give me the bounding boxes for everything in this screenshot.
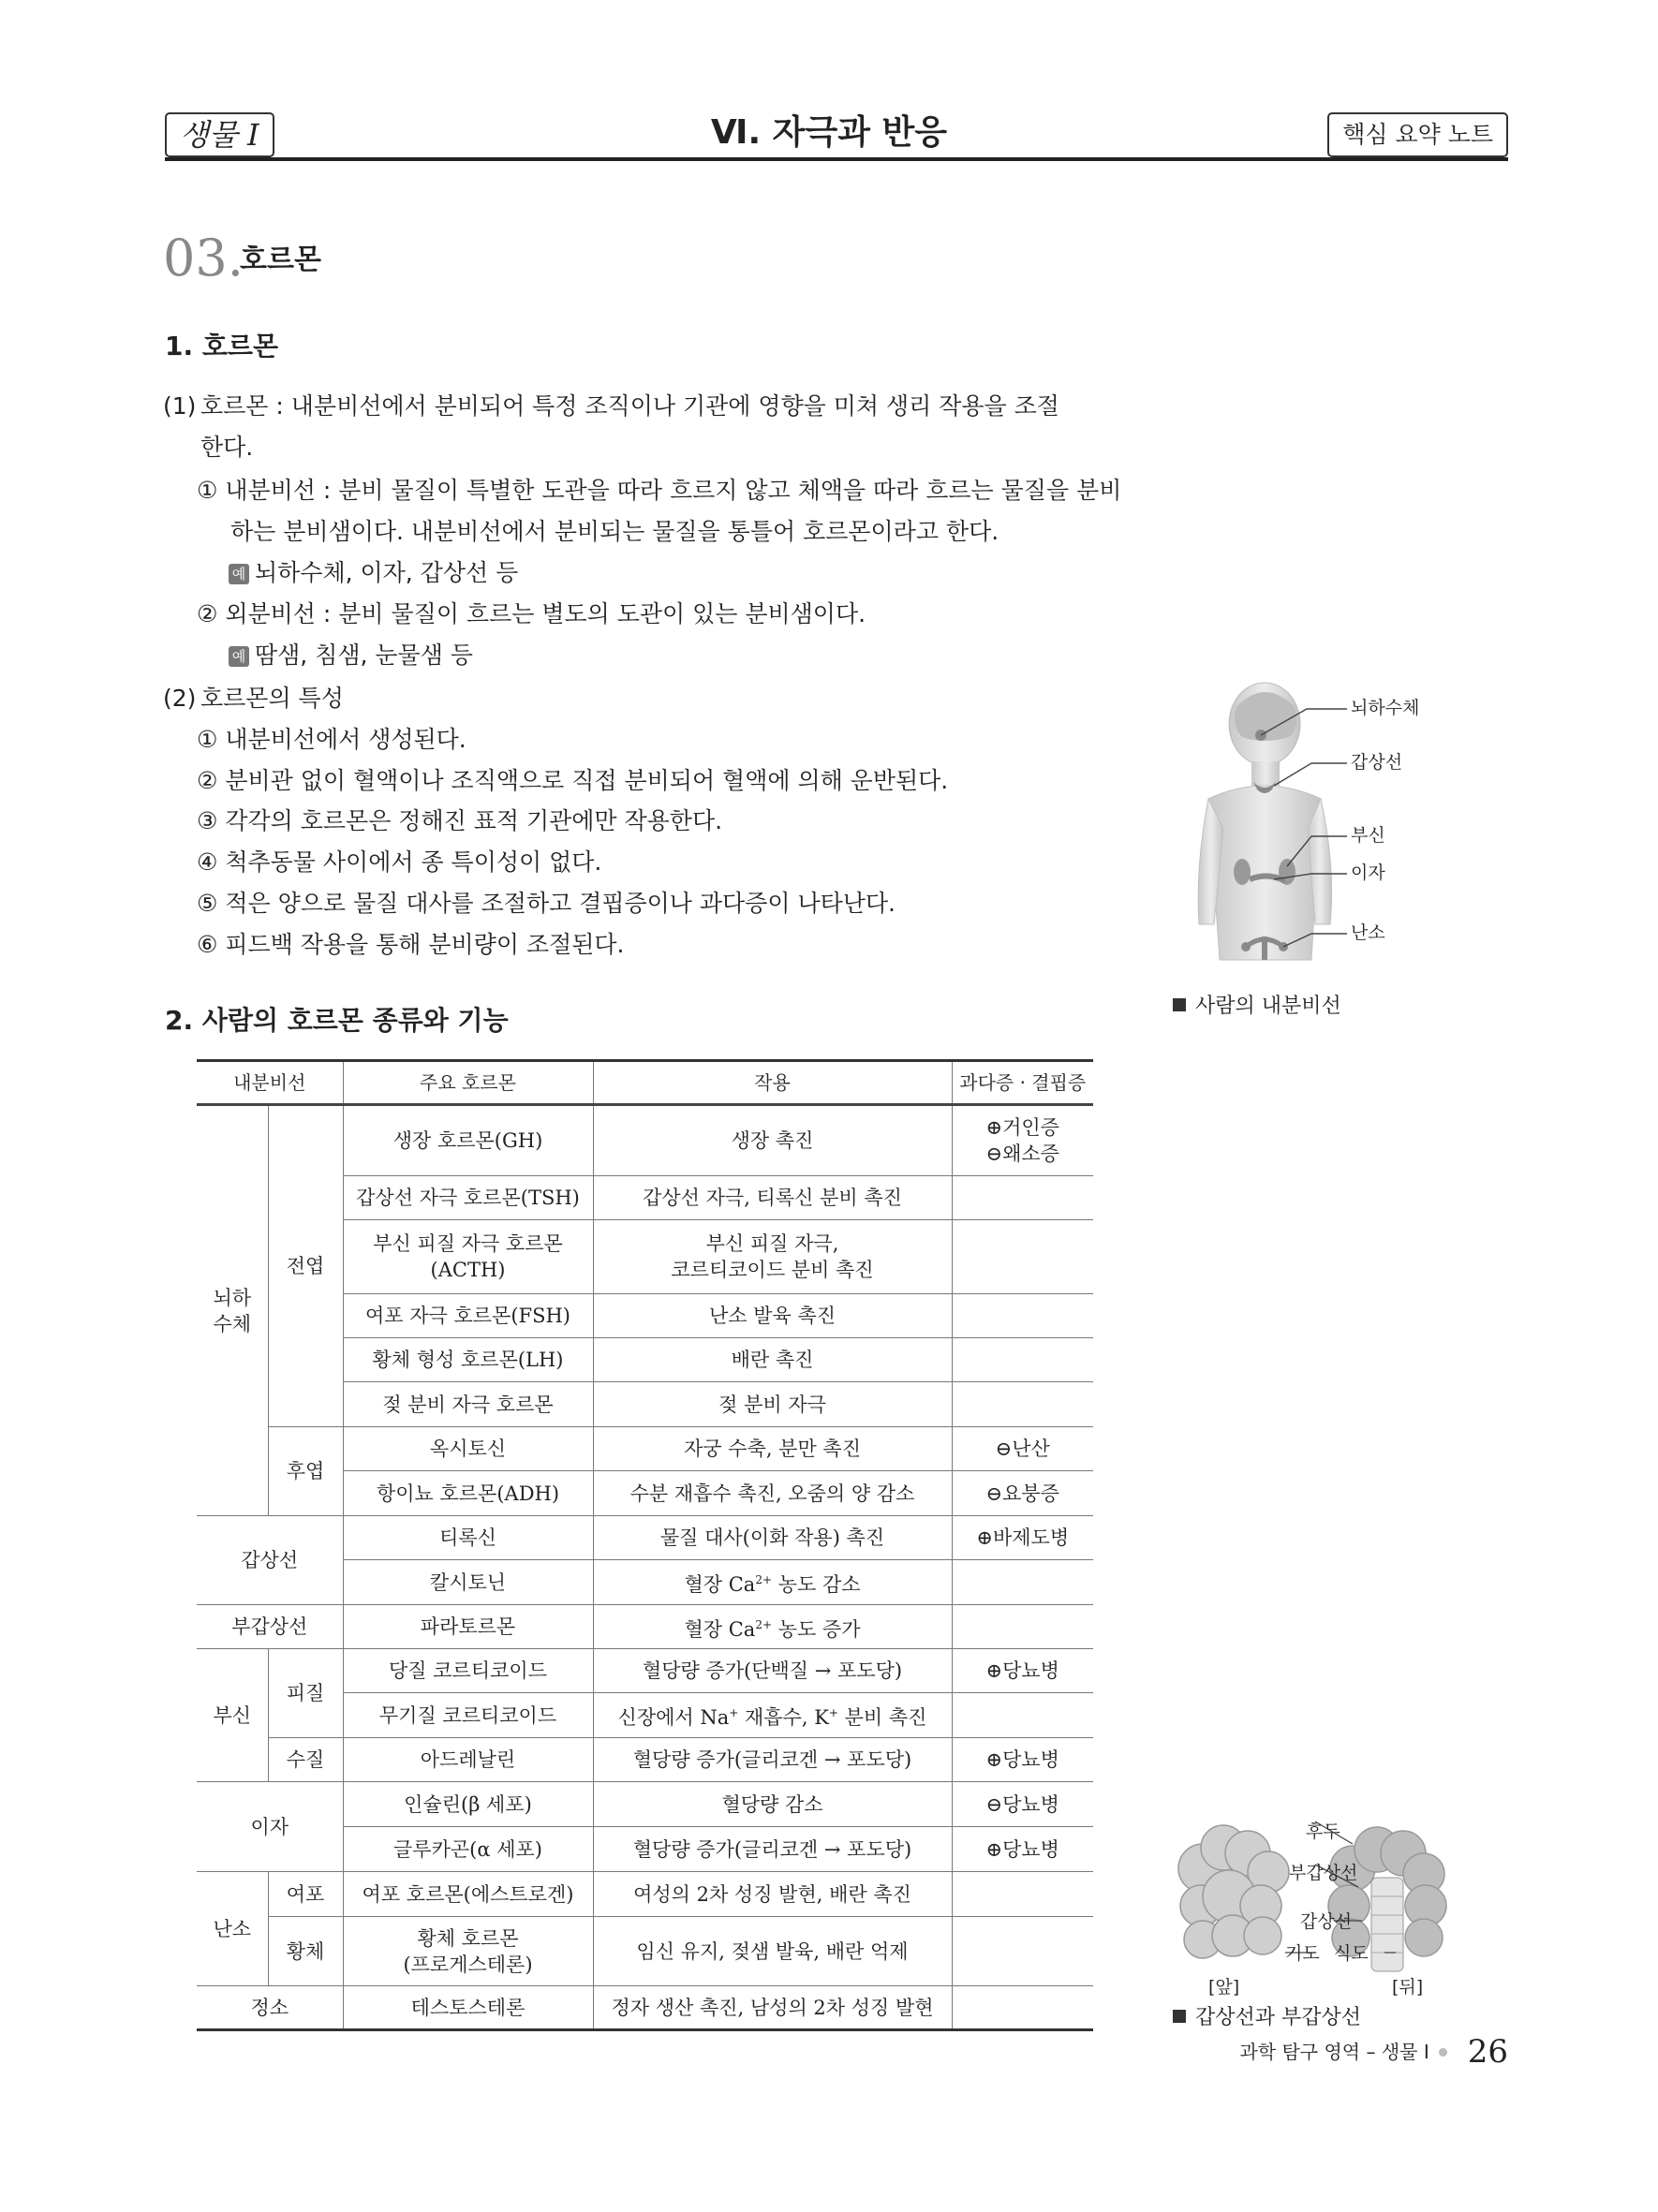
trait-2: ② 분비관 없이 혈액이나 조직액으로 직접 분비되어 혈액에 의해 운반된다. [197, 767, 949, 794]
section-number: 03. [163, 229, 244, 288]
page-footer [1239, 2030, 1508, 2073]
s2-line1: ② 외분비선 : 분비 물질이 흐르는 별도의 도관이 있는 분비샘이다. [197, 600, 866, 627]
table-row: 황체 황체 호르몬 (프로게스테론) 임신 유지, 젖샘 발육, 배란 억제 [197, 1917, 1093, 1986]
p1-line2: 한다. [200, 434, 254, 461]
table-row: 젖 분비 자극 호르몬 젖 분비 자극 [197, 1382, 1093, 1427]
table-row: 후엽 옥시토신 자궁 수축, 분만 촉진 ⊖난산 [197, 1427, 1093, 1471]
table-header-row [197, 1061, 1093, 1105]
col-gland: 내분비선 [197, 1061, 343, 1105]
s1-line1: ① 내분비선 : 분비 물질이 특별한 도관을 따라 흐르지 않고 체액을 따라 흐르는 물질을 분비 [197, 477, 1122, 504]
example2: 예 땀샘, 침샘, 눈물샘 등 [229, 637, 473, 674]
table-row: 난소 여포 여포 호르몬(에스트로겐) 여성의 2차 성징 발현, 배란 촉진 [197, 1872, 1093, 1917]
table-row: 뇌하 수체 전엽 생장 호르몬(GH) 생장 촉진 ⊕거인증 ⊖왜소증 [197, 1105, 1093, 1176]
label-back: [뒤] [1392, 1977, 1424, 1998]
gland-thyroid: 갑상선 [197, 1516, 343, 1605]
label-parathyroid: 부갑상선 [1289, 1863, 1358, 1883]
caption-square-icon [1173, 2010, 1186, 2023]
label-adrenal: 부신 [1351, 825, 1385, 846]
label-pancreas: 이자 [1351, 863, 1385, 883]
table-row: 황체 형성 호르몬(LH) 배란 촉진 [197, 1338, 1093, 1382]
footer-text: 과학 탐구 영역 – 생물 Ⅰ [1239, 2041, 1429, 2063]
adrenal-cortex: 피질 [268, 1649, 343, 1738]
col-action: 작용 [593, 1061, 952, 1105]
label-pituitary: 뇌하수체 [1351, 698, 1420, 718]
lobe-posterior: 후엽 [268, 1427, 343, 1516]
s1-line2: 하는 분비샘이다. 내분비선에서 분비되는 물질을 통틀어 호르몬이라고 한다. [230, 518, 999, 545]
label-front: [앞] [1208, 1977, 1240, 1998]
gland-pituitary: 뇌하 수체 [197, 1105, 268, 1516]
table-row: 칼시토닌 혈장 $Ca^{2+}$ 농도 감소 [197, 1560, 1093, 1605]
gland-testis: 정소 [197, 1986, 343, 2030]
label-ovary: 난소 [1351, 922, 1385, 943]
example-badge: 예 [229, 646, 249, 667]
label-thyroid2: 갑상선 [1300, 1911, 1353, 1932]
gland-adrenal: 부신 [197, 1649, 268, 1782]
example1: 예 뇌하수체, 이자, 갑상선 등 [229, 554, 518, 592]
trait-4: ④ 척추동물 사이에서 종 특이성이 없다. [197, 848, 602, 876]
label-esophagus: 식도 [1334, 1943, 1369, 1964]
subject-label: 생물 Ⅰ [165, 112, 274, 157]
table-row: 수질 아드레날린 혈당량 증가(글리코겐 → 포도당) ⊕당뇨병 [197, 1738, 1093, 1782]
adrenal-medulla: 수질 [268, 1738, 343, 1782]
caption-square-icon [1173, 998, 1186, 1011]
col-disease: 과다증 · 결핍증 [952, 1061, 1093, 1105]
note-label: 핵심 요약 노트 [1327, 112, 1508, 157]
table-row: 부신 피질 자극 호르몬 (ACTH) 부신 피질 자극, 코르티코이드 분비 촉진 [197, 1220, 1093, 1294]
part1-heading: 1. 호르몬 [165, 331, 279, 361]
section-title: 호르몬 [240, 243, 321, 276]
lobe-anterior: 전엽 [268, 1105, 343, 1427]
table-row: 부갑상선 파라토르몬 혈장 $Ca^{2+}$ 농도 증가 [197, 1605, 1093, 1649]
trait-3: ③ 각각의 호르몬은 정해진 표적 기관에만 작용한다. [197, 807, 723, 834]
table-row: 정소 테스토스테론 정자 생산 촉진, 남성의 2차 성징 발현 [197, 1986, 1093, 2030]
ovary-corpus: 황체 [268, 1917, 343, 1986]
table-row: 갑상선 티록신 물질 대사(이화 작용) 촉진 ⊕바제도병 [197, 1516, 1093, 1560]
p2-label: (2) [163, 685, 197, 712]
table-row: 부신 피질 당질 코르티코이드 혈당량 증가(단백질 → 포도당) ⊕당뇨병 [197, 1649, 1093, 1693]
p1-line1: 호르몬 : 내분비선에서 분비되어 특정 조직이나 기관에 영향을 미쳐 생리 작용을 조절 [200, 392, 1059, 420]
label-trachea: 기도 [1285, 1943, 1320, 1964]
gland-pancreas: 이자 [197, 1782, 343, 1872]
hormone-table [197, 1059, 1093, 2031]
header-rule [165, 157, 1508, 161]
trait-6: ⑥ 피드백 작용을 통해 분비량이 조절된다. [197, 931, 625, 958]
table-row: 무기질 코르티코이드 신장에서 Na+ 재흡수, K+ 분비 촉진 [197, 1693, 1093, 1738]
ovary-follicle: 여포 [268, 1872, 343, 1917]
col-hormone: 주요 호르몬 [343, 1061, 593, 1105]
table-row: 항이뇨 호르몬(ADH) 수분 재흡수 촉진, 오줌의 양 감소 ⊖요붕증 [197, 1471, 1093, 1516]
gland-parathyroid: 부갑상선 [197, 1605, 343, 1649]
table-row: 이자 인슐린(β 세포) 혈당량 감소 ⊖당뇨병 [197, 1782, 1093, 1827]
gland-ovary: 난소 [197, 1872, 268, 1986]
example-badge: 예 [229, 564, 249, 584]
p2-title: 호르몬의 특성 [200, 685, 344, 712]
label-larynx: 후두 [1306, 1821, 1340, 1842]
footer-dot-icon [1439, 2048, 1447, 2057]
figure2-caption: 갑상선과 부갑상선 [1173, 2004, 1361, 2032]
page-number: 26 [1467, 2033, 1508, 2071]
part2-heading: 2. 사람의 호르몬 종류와 기능 [165, 1005, 509, 1036]
trait-5: ⑤ 적은 양으로 물질 대사를 조절하고 결핍증이나 과다증이 나타난다. [197, 890, 896, 917]
table-row: 여포 자극 호르몬(FSH) 난소 발육 촉진 [197, 1294, 1093, 1338]
trait-1: ① 내분비선에서 생성된다. [197, 726, 466, 753]
table-row: 갑상선 자극 호르몬(TSH) 갑상선 자극, 티록신 분비 촉진 [197, 1176, 1093, 1220]
chapter-title: Ⅵ. 자극과 반응 [710, 113, 948, 152]
p1-label: (1) [163, 392, 197, 420]
figure1-caption: 사람의 내분비선 [1173, 993, 1341, 1021]
table-row: 글루카곤(α 세포) 혈당량 증가(글리코겐 → 포도당) ⊕당뇨병 [197, 1827, 1093, 1872]
label-thyroid: 갑상선 [1351, 752, 1403, 773]
